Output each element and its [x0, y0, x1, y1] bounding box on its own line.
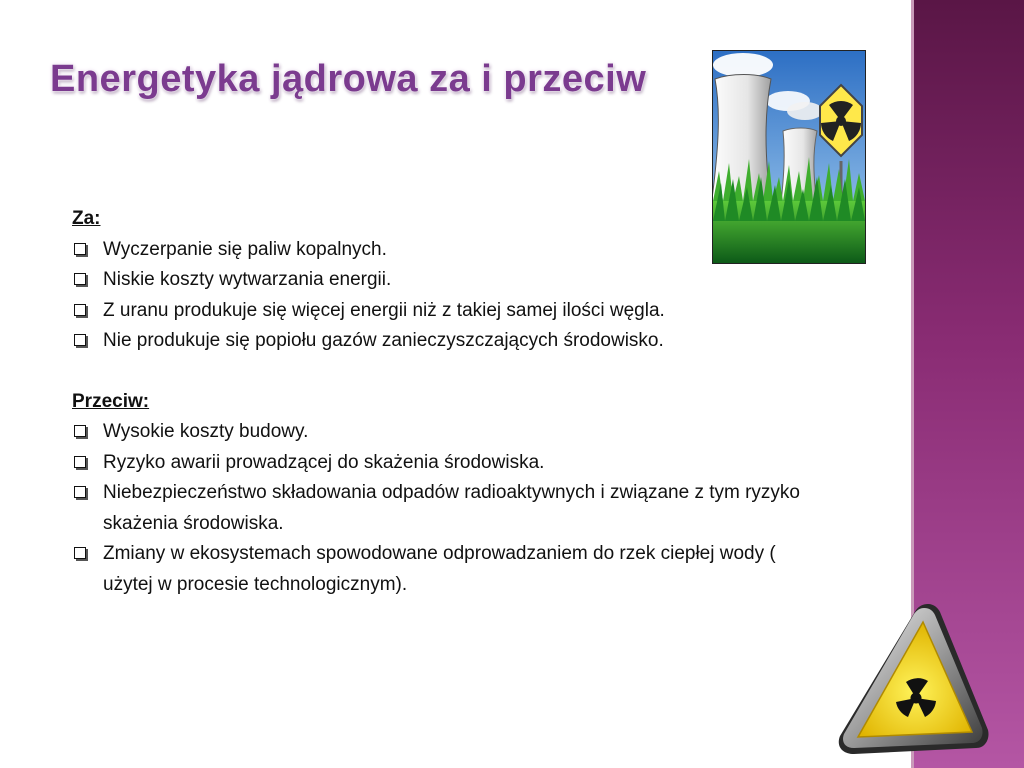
checkbox-bullet-icon	[74, 425, 86, 437]
radiation-warning-icon	[832, 598, 992, 758]
list-item-text: Niskie koszty wytwarzania energii.	[103, 269, 392, 290]
list-item	[72, 235, 802, 266]
list-item	[72, 448, 802, 479]
checkbox-bullet-icon	[74, 334, 86, 346]
list-item-text: Z uranu produkuje się więcej energii niż z takiej samej ilości węgla.	[103, 299, 665, 321]
list-item	[72, 296, 802, 327]
cons-heading: Przeciw:	[72, 390, 150, 412]
checkbox-bullet-icon	[74, 547, 86, 559]
slide-content	[72, 204, 802, 600]
checkbox-bullet-icon	[74, 273, 86, 285]
pros-heading: Za:	[72, 208, 101, 229]
section-gap	[72, 357, 802, 387]
list-item	[72, 539, 802, 600]
checkbox-bullet-icon	[74, 486, 86, 498]
list-item-text: Wysokie koszty budowy.	[103, 421, 309, 442]
slide-title: Energetyka jądrowa za i przeciw	[50, 58, 647, 100]
list-item-text: Nie produkuje się popiołu gazów zanieczyszczających środowisko.	[103, 330, 664, 351]
list-item	[72, 417, 802, 448]
checkbox-bullet-icon	[74, 304, 86, 316]
list-item-text: Niebezpieczeństwo składowania odpadów radioaktywnych i związane z tym ryzyko skażenia środowiska.	[103, 482, 800, 534]
pros-list	[72, 235, 802, 357]
checkbox-bullet-icon	[74, 456, 86, 468]
list-item	[72, 265, 802, 296]
list-item-text: Wyczerpanie się paliw kopalnych.	[103, 238, 387, 260]
checkbox-bullet-icon	[74, 243, 86, 255]
list-item-text: Zmiany w ekosystemach spowodowane odprowadzaniem do rzek ciepłej wody ( użytej w procesie technologicznym).	[103, 543, 776, 595]
list-item-text: Ryzyko awarii prowadzącej do skażenia środowiska.	[103, 451, 545, 473]
list-item	[72, 326, 802, 357]
cons-list	[72, 417, 802, 600]
list-item	[72, 478, 802, 539]
